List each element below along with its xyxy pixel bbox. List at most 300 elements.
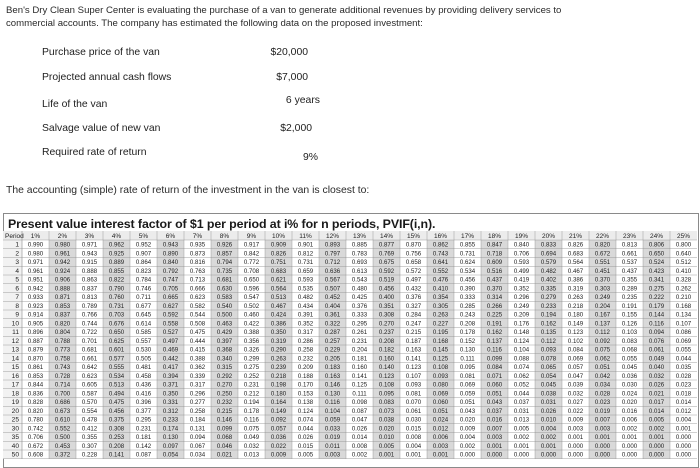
table-cell: 0.322 [324, 320, 341, 328]
table-cell: 0.263 [432, 311, 449, 319]
table-cell: 0.942 [54, 259, 71, 267]
table-cell: 0.500 [216, 311, 233, 319]
table-cell: 0.061 [405, 407, 422, 415]
table-cell: 0.683 [270, 267, 287, 275]
table-cell: 0.031 [540, 399, 557, 407]
table-cell: 0.840 [513, 241, 530, 249]
table-cell: 0.008 [405, 434, 422, 442]
table-cell: 0.000 [594, 451, 611, 459]
table-cell: 0.513 [108, 381, 125, 389]
period-label: 2 [15, 250, 19, 258]
table-cell: 0.896 [27, 329, 44, 337]
table-cell: 0.181 [351, 355, 368, 363]
table-cell: 0.728 [54, 372, 71, 380]
period-label: 18 [11, 390, 19, 398]
table-cell: 0.672 [27, 442, 44, 450]
table-cell: 0.001 [540, 442, 557, 450]
table-cell: 0.703 [108, 311, 125, 319]
table-cell: 0.400 [378, 294, 395, 302]
table-cell: 0.001 [513, 442, 530, 450]
period-label: 25 [11, 416, 19, 424]
table-cell: 0.290 [270, 346, 287, 354]
table-cell: 0.863 [81, 276, 98, 284]
rate-header: 23% [622, 233, 637, 240]
table-cell: 0.933 [27, 294, 44, 302]
table-cell: 0.376 [351, 302, 368, 310]
table-cell: 0.855 [108, 267, 125, 275]
pv-table [3, 231, 697, 466]
table-cell: 0.451 [594, 267, 611, 275]
table-cell: 0.659 [297, 267, 314, 275]
rate-header: 20% [541, 233, 556, 240]
table-cell: 0.068 [216, 434, 233, 442]
table-cell: 0.661 [621, 250, 638, 258]
rate-header: 24% [649, 233, 664, 240]
table-cell: 0.890 [162, 250, 179, 258]
table-cell: 0.356 [243, 337, 260, 345]
table-cell: 0.893 [324, 241, 341, 249]
table-cell: 0.397 [216, 337, 233, 345]
table-cell: 0.952 [135, 241, 152, 249]
table-cell: 0.943 [162, 241, 179, 249]
rate-header: 17% [460, 233, 475, 240]
table-cell: 0.253 [108, 434, 125, 442]
table-cell: 0.708 [243, 267, 260, 275]
table-cell: 0.141 [108, 451, 125, 459]
table-cell: 0.677 [135, 302, 152, 310]
table-cell: 0.592 [162, 311, 179, 319]
table-cell: 0.073 [378, 407, 395, 415]
table-cell: 0.204 [351, 346, 368, 354]
rate-header: 15% [406, 233, 421, 240]
table-cell: 0.001 [567, 434, 584, 442]
period-label: 7 [15, 294, 19, 302]
table-cell: 0.043 [459, 407, 476, 415]
table-cell: 0.001 [675, 425, 692, 433]
table-cell: 0.701 [81, 337, 98, 345]
table-cell: 0.039 [567, 381, 584, 389]
rate-value: 9% [302, 152, 318, 163]
table-cell: 0.756 [405, 250, 422, 258]
table-cell: 0.005 [513, 425, 530, 433]
table-cell: 0.469 [162, 346, 179, 354]
table-cell: 0.513 [270, 294, 287, 302]
table-cell: 0.000 [675, 434, 692, 442]
table-cell: 0.232 [216, 399, 233, 407]
table-cell: 0.047 [351, 416, 368, 424]
table-cell: 0.362 [189, 364, 206, 372]
table-cell: 0.112 [595, 329, 610, 337]
table-cell: 0.335 [540, 285, 557, 293]
table-cell: 0.305 [432, 302, 449, 310]
table-cell: 0.001 [405, 451, 422, 459]
table-cell: 0.480 [351, 285, 368, 293]
table-cell: 0.038 [378, 416, 395, 424]
table-cell: 0.009 [270, 451, 287, 459]
table-cell: 0.030 [405, 416, 422, 424]
table-cell: 0.195 [432, 329, 449, 337]
table-cell: 0.813 [621, 241, 638, 249]
table-cell: 0.780 [27, 416, 44, 424]
table-cell: 0.035 [675, 364, 692, 372]
table-cell: 0.000 [594, 442, 611, 450]
table-cell: 0.630 [216, 285, 233, 293]
table-cell: 0.080 [432, 381, 449, 389]
table-cell: 0.747 [162, 276, 179, 284]
table-cell: 0.002 [513, 434, 530, 442]
table-cell: 0.497 [162, 337, 179, 345]
table-cell: 0.990 [27, 241, 44, 249]
table-cell: 0.198 [270, 381, 287, 389]
table-cell: 0.239 [270, 364, 287, 372]
table-cell: 0.163 [405, 346, 422, 354]
table-cell: 0.666 [189, 285, 206, 293]
table-cell: 0.961 [27, 267, 44, 275]
table-cell: 0.051 [459, 399, 476, 407]
table-cell: 0.442 [162, 355, 179, 363]
table-cell: 0.163 [324, 372, 341, 380]
table-cell: 0.508 [189, 320, 206, 328]
table-cell: 0.317 [297, 329, 314, 337]
table-cell: 0.266 [486, 302, 503, 310]
table-cell: 0.555 [108, 364, 125, 372]
table-cell: 0.031 [513, 407, 530, 415]
table-cell: 0.915 [81, 259, 98, 267]
table-cell: 0.877 [378, 241, 395, 249]
table-cell: 0.312 [162, 407, 179, 415]
table-cell: 0.001 [594, 434, 611, 442]
table-cell: 0.030 [621, 381, 638, 389]
table-cell: 0.263 [270, 355, 287, 363]
table-cell: 0.160 [378, 355, 395, 363]
table-cell: 0.168 [432, 337, 449, 345]
table-cell: 0.059 [324, 416, 341, 424]
table-cell: 0.370 [594, 276, 611, 284]
table-cell: 0.008 [351, 442, 368, 450]
table-cell: 0.044 [297, 425, 314, 433]
rate-header: 7% [192, 233, 203, 240]
table-cell: 0.000 [486, 451, 503, 459]
table-cell: 0.003 [432, 442, 449, 450]
table-cell: 0.070 [405, 399, 422, 407]
table-cell: 0.057 [270, 425, 287, 433]
table-cell: 0.792 [162, 267, 179, 275]
table-cell: 0.558 [162, 320, 179, 328]
table-cell: 0.706 [513, 250, 530, 258]
table-cell: 0.149 [270, 407, 287, 415]
table-cell: 0.350 [270, 329, 287, 337]
table-cell: 0.319 [567, 285, 584, 293]
table-cell: 0.694 [540, 250, 557, 258]
intro-line-1: Ben's Dry Clean Super Center is evaluating the purchase of a van to generate additional revenues by providing delivery services to [6, 5, 562, 16]
table-cell: 0.645 [135, 311, 152, 319]
table-cell: 0.046 [216, 442, 233, 450]
table-cell: 0.746 [135, 285, 152, 293]
rate-header: 10% [271, 233, 286, 240]
table-cell: 0.386 [567, 276, 584, 284]
period-label: 35 [11, 434, 19, 442]
table-cell: 0.534 [459, 267, 476, 275]
table-cell: 0.009 [567, 416, 584, 424]
table-cell: 0.148 [513, 329, 530, 337]
table-cell: 0.887 [27, 337, 44, 345]
table-cell: 0.093 [432, 372, 449, 380]
table-cell: 0.583 [216, 294, 233, 302]
table-cell: 0.081 [459, 372, 476, 380]
table-cell: 0.463 [216, 320, 233, 328]
table-cell: 0.292 [216, 372, 233, 380]
problem-intro [6, 4, 686, 30]
table-cell: 0.341 [648, 276, 665, 284]
table-cell: 0.001 [486, 442, 503, 450]
table-cell: 0.094 [189, 434, 206, 442]
table-cell: 0.837 [81, 285, 98, 293]
table-cell: 0.231 [135, 425, 152, 433]
salvage-label: Salvage value of new van [42, 123, 161, 134]
table-cell: 0.731 [459, 250, 476, 258]
table-cell: 0.924 [54, 267, 71, 275]
table-cell: 0.650 [108, 329, 125, 337]
table-cell: 0.372 [54, 451, 71, 459]
table-cell: 0.797 [324, 250, 341, 258]
table-cell: 0.784 [135, 276, 152, 284]
table-cell: 0.823 [135, 267, 152, 275]
table-cell: 0.864 [135, 259, 152, 267]
table-cell: 0.225 [486, 311, 503, 319]
table-cell: 0.233 [162, 416, 179, 424]
table-cell: 0.004 [405, 442, 422, 450]
table-cell: 0.040 [648, 364, 665, 372]
table-cell: 0.331 [162, 399, 179, 407]
table-cell: 0.250 [216, 390, 233, 398]
table-cell: 0.530 [135, 346, 152, 354]
table-cell: 0.205 [324, 355, 341, 363]
table-cell: 0.218 [567, 302, 584, 310]
table-header-bg [3, 231, 697, 240]
table-cell: 0.191 [621, 302, 638, 310]
table-cell: 0.456 [108, 407, 125, 415]
table-cell: 0.879 [27, 346, 44, 354]
table-cell: 0.873 [189, 250, 206, 258]
table-cell: 0.307 [81, 442, 98, 450]
table-cell: 0.022 [270, 442, 287, 450]
table-cell: 0.386 [270, 320, 287, 328]
table-cell: 0.871 [54, 294, 71, 302]
intro-line-2: commercial accounts. The company has estimated the following data on the proposed investment: [6, 18, 423, 29]
table-cell: 0.870 [27, 355, 44, 363]
table-cell: 0.675 [378, 259, 395, 267]
table-cell: 0.249 [513, 302, 530, 310]
table-cell: 0.870 [405, 241, 422, 249]
table-cell: 0.295 [135, 416, 152, 424]
table-cell: 0.222 [648, 294, 665, 302]
table-cell: 0.037 [486, 407, 503, 415]
table-cell: 0.419 [513, 276, 530, 284]
table-cell: 0.557 [135, 337, 152, 345]
table-cell: 0.034 [594, 381, 611, 389]
table-cell: 0.475 [108, 399, 125, 407]
table-cell: 0.003 [594, 425, 611, 433]
table-cell: 0.706 [27, 434, 44, 442]
table-cell: 0.476 [432, 276, 449, 284]
table-cell: 0.475 [189, 329, 206, 337]
period-label: 3 [15, 259, 19, 267]
table-cell: 0.055 [621, 355, 638, 363]
table-cell: 0.212 [243, 390, 260, 398]
cash-flows-value: $7,000 [276, 72, 308, 83]
question-text: The accounting (simple) rate of return of the investment in the van is closest to: [6, 185, 370, 196]
table-cell: 0.437 [621, 267, 638, 275]
table-cell: 0.270 [378, 320, 395, 328]
table-cell: 0.074 [297, 416, 314, 424]
table-cell: 0.423 [648, 267, 665, 275]
table-cell: 0.319 [270, 337, 287, 345]
period-label: 11 [12, 329, 19, 337]
table-cell: 0.003 [567, 425, 584, 433]
rate-header: 3% [84, 233, 95, 240]
table-cell: 0.327 [405, 302, 422, 310]
table-cell: 0.001 [378, 451, 395, 459]
table-cell: 0.512 [675, 259, 692, 267]
table-cell: 0.355 [81, 434, 98, 442]
table-cell: 0.092 [270, 416, 287, 424]
rate-header: 8% [219, 233, 230, 240]
table-cell: 0.467 [567, 267, 584, 275]
table-cell: 0.478 [81, 416, 98, 424]
table-cell: 0.078 [540, 355, 557, 363]
table-cell: 0.083 [378, 399, 395, 407]
table-cell: 0.047 [567, 372, 584, 380]
table-cell: 0.116 [649, 320, 664, 328]
table-cell: 0.554 [81, 407, 98, 415]
table-cell: 0.681 [81, 346, 98, 354]
table-cell: 0.007 [594, 416, 611, 424]
table-cell: 0.017 [648, 399, 665, 407]
table-cell: 0.314 [486, 294, 503, 302]
table-cell: 0.456 [378, 285, 395, 293]
table-cell: 0.672 [594, 250, 611, 258]
table-cell: 0.394 [162, 372, 179, 380]
table-cell: 0.467 [270, 302, 287, 310]
table-cell: 0.577 [108, 355, 125, 363]
table-cell: 0.665 [162, 294, 179, 302]
table-cell: 0.923 [27, 302, 44, 310]
rate-header: 21% [568, 233, 583, 240]
table-cell: 0.034 [189, 451, 206, 459]
table-cell: 0.023 [594, 399, 611, 407]
table-cell: 0.354 [432, 294, 449, 302]
table-cell: 0.011 [325, 442, 340, 450]
table-cell: 0.000 [621, 451, 638, 459]
table-cell: 0.914 [27, 311, 44, 319]
table-cell: 0.015 [297, 442, 314, 450]
life-label: Life of the van [42, 99, 108, 110]
table-cell: 0.005 [378, 442, 395, 450]
table-cell: 0.751 [270, 259, 287, 267]
table-cell: 0.042 [594, 372, 611, 380]
table-cell: 0.263 [567, 294, 584, 302]
table-cell: 0.027 [567, 399, 584, 407]
table-cell: 0.069 [459, 381, 476, 389]
table-cell: 0.624 [459, 259, 476, 267]
table-cell: 0.885 [351, 241, 368, 249]
table-cell: 0.228 [81, 451, 98, 459]
table-cell: 0.417 [162, 364, 179, 372]
table-cell: 0.507 [324, 285, 341, 293]
table-cell: 0.351 [378, 302, 395, 310]
table-cell: 0.773 [54, 346, 71, 354]
table-cell: 0.424 [270, 311, 287, 319]
table-cell: 0.315 [216, 364, 233, 372]
rate-header: 2% [57, 233, 68, 240]
period-label: 1 [15, 241, 19, 249]
table-cell: 0.837 [54, 311, 71, 319]
table-cell: 0.130 [324, 390, 341, 398]
table-cell: 0.763 [189, 267, 206, 275]
table-cell: 0.006 [621, 416, 638, 424]
table-cell: 0.051 [594, 364, 611, 372]
table-cell: 0.262 [675, 285, 692, 293]
table-cell: 0.004 [459, 434, 476, 442]
rate-header: 1% [30, 233, 41, 240]
table-cell: 0.146 [216, 416, 233, 424]
table-cell: 0.943 [81, 250, 98, 258]
table-cell: 0.174 [162, 425, 179, 433]
table-cell: 0.142 [135, 442, 152, 450]
table-cell: 0.179 [648, 302, 665, 310]
table-cell: 0.026 [297, 434, 314, 442]
table-cell: 0.917 [243, 241, 260, 249]
table-cell: 0.790 [108, 285, 125, 293]
table-cell: 0.258 [189, 407, 206, 415]
table-cell: 0.013 [243, 451, 260, 459]
table-cell: 0.155 [621, 311, 638, 319]
table-cell: 0.044 [513, 390, 530, 398]
table-cell: 0.002 [648, 425, 665, 433]
table-cell: 0.131 [189, 425, 206, 433]
table-cell: 0.570 [81, 399, 98, 407]
table-cell: 0.062 [513, 372, 530, 380]
table-cell: 0.641 [432, 259, 449, 267]
table-cell: 0.045 [540, 381, 557, 389]
table-cell: 0.519 [378, 276, 395, 284]
rate-header: 22% [595, 233, 610, 240]
table-cell: 0.019 [324, 434, 341, 442]
table-cell: 0.057 [567, 364, 584, 372]
table-cell: 0.853 [54, 302, 71, 310]
table-cell: 0.352 [513, 285, 530, 293]
table-cell: 0.125 [432, 355, 449, 363]
table-cell: 0.425 [351, 294, 368, 302]
table-cell: 0.308 [378, 311, 395, 319]
table-cell: 0.396 [135, 399, 152, 407]
table-cell: 0.069 [567, 355, 584, 363]
table-cell: 0.208 [459, 320, 476, 328]
table-cell: 0.552 [54, 425, 71, 433]
table-cell: 0.340 [216, 355, 233, 363]
table-cell: 0.712 [324, 259, 341, 267]
table-cell: 0.018 [675, 390, 692, 398]
table-cell: 0.209 [513, 311, 530, 319]
table-cell: 0.086 [675, 329, 692, 337]
table-cell: 0.004 [540, 425, 557, 433]
table-cell: 0.231 [243, 381, 260, 389]
table-cell: 0.961 [54, 250, 71, 258]
table-cell: 0.187 [405, 337, 422, 345]
table-cell: 0.951 [27, 276, 44, 284]
table-cell: 0.015 [405, 425, 422, 433]
period-label: 14 [11, 355, 19, 363]
